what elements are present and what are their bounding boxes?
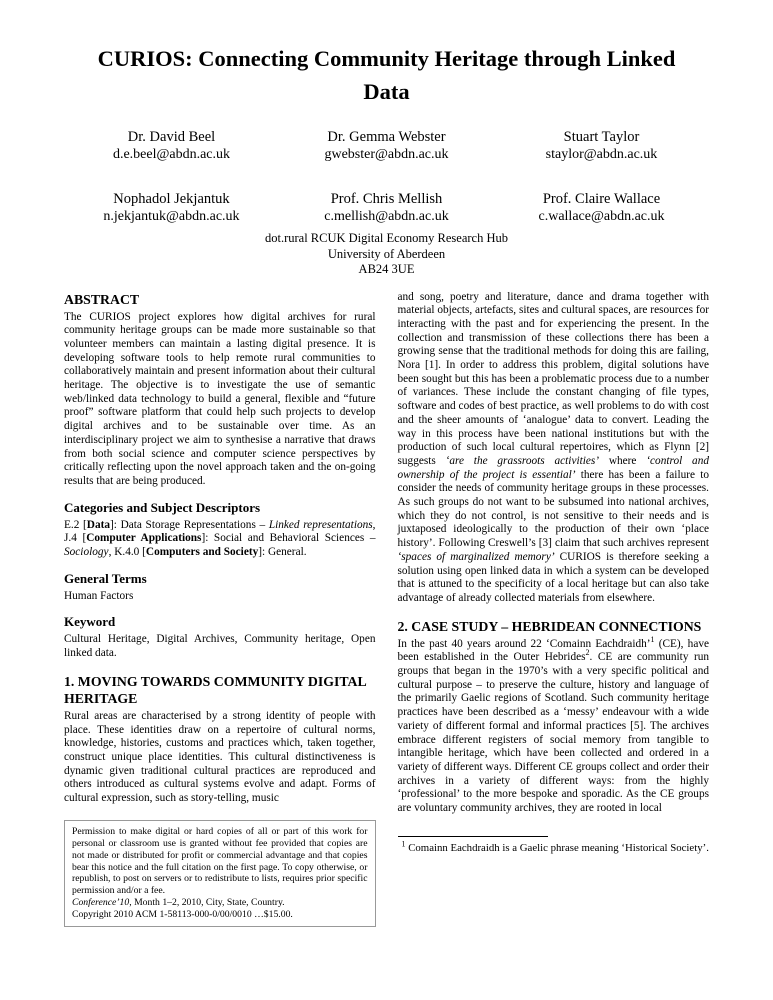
two-column-body	[64, 291, 709, 928]
author-email: n.jekjantuk@abdn.ac.uk	[103, 209, 240, 224]
affiliation-line-2: University of Aberdeen	[327, 246, 446, 261]
author	[64, 190, 279, 226]
permission-notice-box	[64, 820, 376, 927]
body-text-segment: where	[599, 454, 647, 467]
categories-body	[64, 519, 376, 560]
categories-bold-term: Computers and Society	[145, 546, 259, 559]
authors-block	[64, 128, 709, 226]
categories-text-segment: , J.4 [	[64, 518, 376, 545]
author-name: Prof. Chris Mellish	[330, 191, 443, 207]
author-email: c.wallace@abdn.ac.uk	[538, 209, 665, 224]
conference-line	[72, 897, 368, 909]
categories-text-segment: E.2 [	[64, 518, 87, 531]
author-name: Dr. Gemma Webster	[327, 129, 446, 145]
author	[64, 128, 279, 164]
abstract-heading: ABSTRACT	[64, 291, 140, 307]
author-name: Nophadol Jekjantuk	[113, 191, 230, 207]
categories-italic-term: Sociology	[64, 546, 109, 559]
body-text-segment: CURIOS is therefore seeking a solution using open linked data in which a system can be developed that is attuned to the specificity of a local heritage but can also take advantage of already collected materials from elsewhere.	[397, 550, 709, 604]
affiliation-line-3: AB24 3UE	[358, 262, 415, 276]
body-text-segment: In the past 40 years around 22 ‘Comainn Eachdraidh’	[397, 637, 651, 650]
author	[494, 190, 709, 226]
body-text-segment: . CE are community run groups that began in the 1970’s with a very specific political and cultural purpose – to preserve the culture, history and language of the primarily Gaelic regions of Scotland. Such community heritage practices have been described as a ‘messy’ endeavour with a wide variety of different formal and informal practices [5]. The archives embrace different registers of social memory from tangible to intangible heritage, which have been collected and ordered in a variety of different ways. Different CE groups collect and order their archives in a variety of different ways: from the highly ‘professional’ to the more bespoke and sporadic. As the CE groups are voluntary community archives, they are rooted in local	[397, 651, 709, 815]
right-column	[398, 291, 710, 928]
section-2-paragraph	[397, 634, 710, 816]
author-name: Dr. David Beel	[127, 129, 216, 145]
general-terms-heading: General Terms	[64, 570, 147, 586]
categories-italic-term: Linked representations	[268, 518, 373, 531]
copyright-line: Copyright 2010 ACM 1-58113-000-0/00/0010 …$15.00.	[72, 909, 293, 921]
footnote-separator	[398, 836, 548, 837]
author-email: c.mellish@abdn.ac.uk	[324, 209, 449, 224]
footnote-ref-2: 2	[585, 648, 590, 658]
quoted-phrase: ‘spaces of marginalized memory’	[397, 550, 555, 563]
section-1-heading: 1. MOVING TOWARDS COMMUNITY DIGITAL HERITAGE	[64, 673, 366, 706]
conference-details: , Month 1–2, 2010, City, State, Country.	[129, 897, 285, 909]
footnote-body: Comainn Eachdraidh is a Gaelic phrase meaning ‘Historical Society’.	[405, 841, 709, 854]
categories-text-segment: ]: Social and Behavioral Sciences –	[201, 532, 376, 545]
conference-name: Conference’10	[72, 897, 130, 909]
body-text-segment: there has been a failure to consider the needs of community heritage groups in these processes. As such groups do not want to be subsumed into national archives, which they do not control, is not sensitive to their needs and is juxtaposed ideologically to the production of their own ‘place history’. Following Creswell’s [3] claim that such archives represent	[397, 468, 709, 550]
paper-title: CURIOS: Connecting Community Heritage through Linked Data	[97, 46, 676, 104]
keywords-heading: Keyword	[64, 614, 116, 630]
footnote-ref-1: 1	[650, 634, 655, 644]
abstract-body: The CURIOS project explores how digital archives for rural community heritage groups can be made more sustainable so that volunteer members can maintain a lasting digital presence. It is developing software tools to help remote rural communities to collaboratively maintain and present information about their cultural heritage. The objective is to investigate the use of semantic web/linked data technology to build a general, flexible and “future proof” software platform that could help such projects to develop digital archives and to be sustainable over time. As an interdisciplinary project we aim to synthesise a narrative that draws from both social science and computer science perspectives by critically reflecting upon the novel approach taken and the on-going results that are being produced.	[64, 310, 376, 487]
footnote-block	[398, 836, 710, 855]
author-email: gwebster@abdn.ac.uk	[324, 147, 449, 162]
quoted-phrase: ‘are the grassroots activities’	[445, 454, 600, 467]
affiliation-line-1: dot.rural RCUK Digital Economy Research Hub	[264, 231, 508, 245]
categories-bold-term: Computer Applications	[86, 532, 202, 545]
right-column-paragraph	[398, 291, 710, 606]
author-name: Prof. Claire Wallace	[542, 191, 661, 207]
categories-bold-term: Data	[86, 518, 111, 531]
footnote-marker: 1	[401, 839, 406, 849]
affiliation-block	[64, 231, 709, 278]
categories-text-segment: ]: General.	[258, 546, 307, 559]
author	[279, 128, 494, 164]
section-1-body: Rural areas are characterised by a strong identity of people with place. These identities draw on a repertoire of cultural norms, knowledge, histories, customs and practices which, taken together, construct unique place identities. This cultural distinctiveness is dynamic given traditional cultural practices are reproduced and others introduced as cultural systems evolve and adapt. Forms of cultural expression, such as story-telling, music	[64, 709, 376, 805]
left-column	[64, 291, 376, 928]
author	[494, 128, 709, 164]
author	[279, 190, 494, 226]
author-name: Stuart Taylor	[563, 129, 640, 145]
body-text-segment: and song, poetry and literature, dance and drama together with material objects, artefacts, sites and cultural spaces, are resources for interacting with the past and for experiencing the present. In the collection and transmission of these collections there has been a growing sense that the traditional methods for doing this are failing, Nora [1]. In order to address this problem, digital solutions have been sought but this has been a problematic process due to a number of variances. These include the constant changing of file types, software and codes of best practice, as well problems to do with cost and the sheer amounts of ‘analogue’ data to convert. Leading the way in this process have been national institutions but with the production of such local cultural repertoires, which as Flynn [2] suggests	[397, 290, 709, 467]
section-2-heading: 2. CASE STUDY – HEBRIDEAN CONNECTIONS	[397, 618, 702, 634]
categories-text-segment: , K.4.0 [	[108, 546, 146, 559]
quoted-phrase: ‘control and ownership of the project is essential’	[397, 454, 709, 481]
footnote-text	[398, 839, 710, 855]
categories-heading: Categories and Subject Descriptors	[64, 499, 261, 515]
general-terms-body: Human Factors	[64, 589, 134, 602]
categories-text-segment: ]: Data Storage Representations –	[110, 518, 269, 531]
author-email: staylor@abdn.ac.uk	[545, 147, 658, 162]
permission-text: Permission to make digital or hard copies of all or part of this work for personal or classroom use is granted without fee provided that copies are not made or distributed for profit or commercial advantage and that copies bear this notice and the full citation on the first page. To copy otherwise, or republish, to post on servers or to redistribute to lists, requires prior specific permission and/or a fee.	[72, 825, 368, 897]
author-email: d.e.beel@abdn.ac.uk	[112, 147, 231, 162]
keywords-body: Cultural Heritage, Digital Archives, Community heritage, Open linked data.	[64, 633, 376, 660]
body-text-segment: (CE), have been established in the Outer Hebrides	[397, 637, 709, 664]
